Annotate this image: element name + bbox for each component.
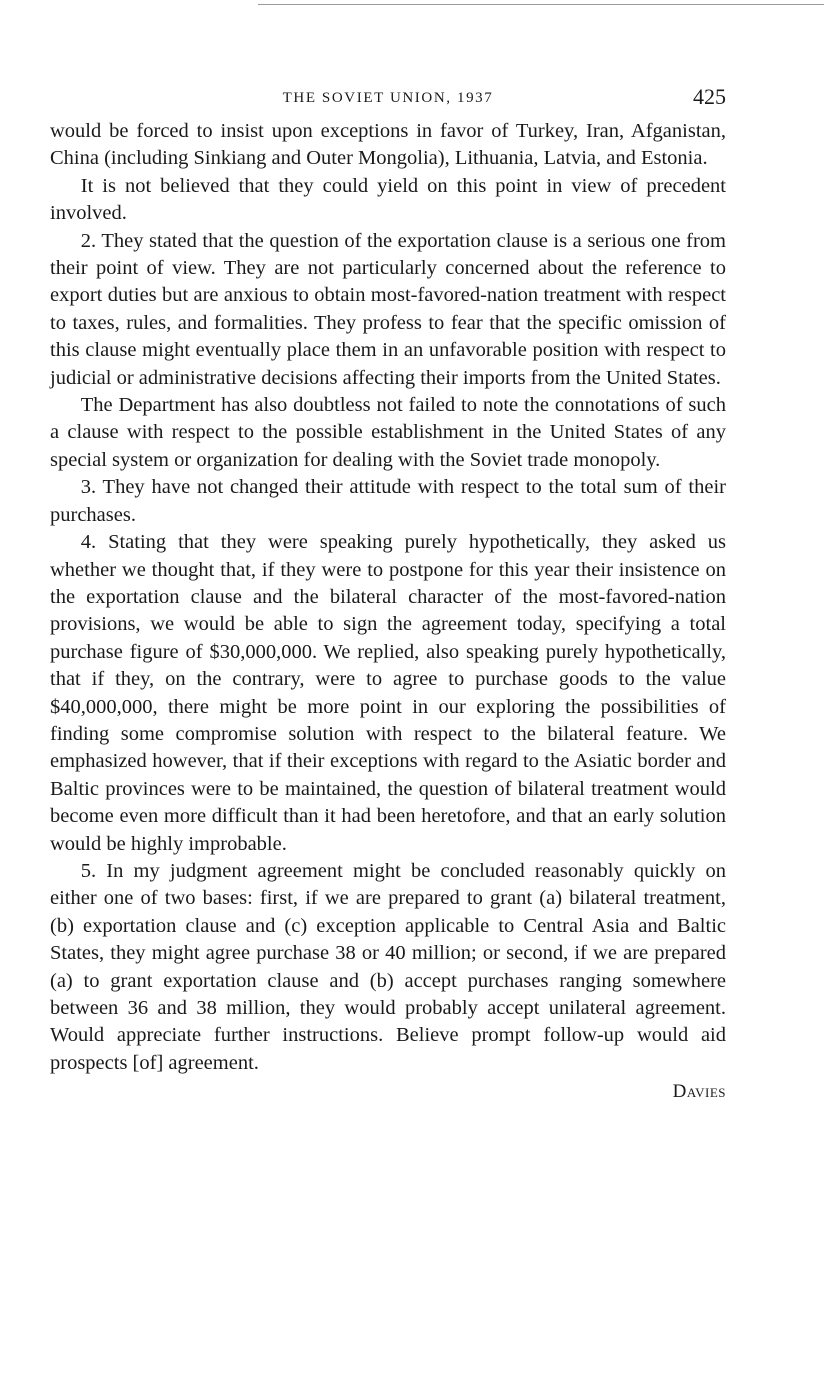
page-number: 425 bbox=[693, 84, 726, 109]
signature: Davies bbox=[672, 1081, 726, 1103]
paragraph-point-5: 5. In my judgment agreement might be concluded reasonably quickly on either one of two bases: first, if we are prepared to grant (a) bilateral treatment, (b) exportation clause and (c) exception applicable to Central Asia and Baltic States, they might agree purchase 38 or 40 million; or second, if we are prepared (a) to grant exportation clause and (b) accept purchases ranging somewhere between 36 and 38 million, they would probably accept unilateral agreement. Would appreciate further instructions. Believe prompt follow-up would aid prospects [of] agreement. bbox=[50, 859, 726, 1074]
body-text bbox=[50, 118, 726, 1077]
paragraph-point-4: 4. Stating that they were speaking purely hypothetically, they asked us whether we thought that, if they were to postpone for this year their insistence on the exportation clause and the bilateral character of the most-favored-nation provisions, we would be able to sign the agreement today, specifying a total purchase figure of $30,000,000. We replied, also speaking purely hypothetically, that if they, on the contrary, were to agree to purchase goods to the value $40,000,000, there might be more point in our exploring the possibilities of finding some compromise solution with respect to the bilateral feature. We emphasized however, that if their exceptions with regard to the Asiatic border and Baltic provinces were to be maintained, the question of bilateral treatment would become even more difficult than it had been heretofore, and that an early solution would be highly improbable. bbox=[50, 531, 726, 855]
document-page bbox=[50, 84, 726, 1103]
paragraph-department: The Department has also doubtless not failed to note the connotations of such a clause with respect to the possible establishment in the United States of any special system or organization for dealing with the Soviet trade monopoly. bbox=[50, 394, 726, 471]
running-head bbox=[50, 84, 726, 118]
paragraph-continuation: would be forced to insist upon exceptions in favor of Turkey, Iran, Afganistan, China (including Sinkiang and Outer Mongolia), Lithuania, Latvia, and Estonia. bbox=[50, 120, 726, 170]
running-title: THE SOVIET UNION, 1937 bbox=[282, 90, 494, 106]
paragraph-precedent: It is not believed that they could yield on this point in view of precedent involved. bbox=[50, 174, 726, 225]
paragraph-point-3: 3. They have not changed their attitude with respect to the total sum of their purchases. bbox=[50, 476, 726, 526]
paragraph-point-2: 2. They stated that the question of the exportation clause is a serious one from their point of view. They are not particularly concerned about the reference to export duties but are anxious to obtain most-favored-nation treatment with respect to taxes, rules, and formalities. They profess to fear that the specific omission of this clause might eventually place them in an unfavorable position with respect to judicial or administrative decisions affecting their imports from the United States. bbox=[50, 229, 726, 389]
top-rule bbox=[258, 4, 824, 5]
